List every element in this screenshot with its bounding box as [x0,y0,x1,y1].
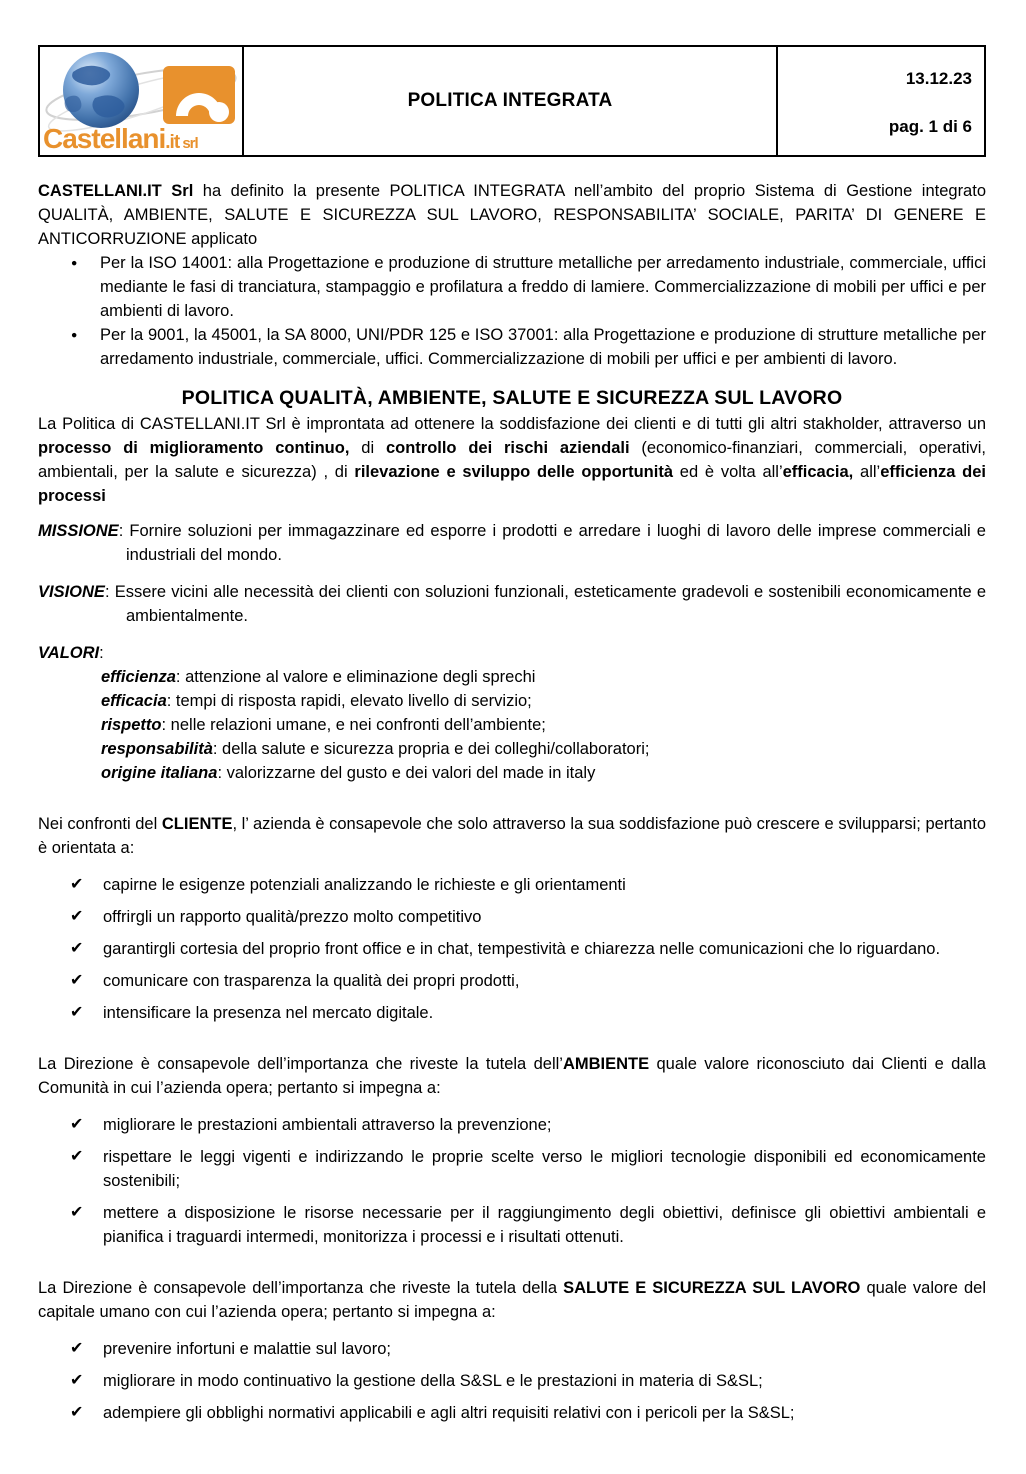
sicurezza-text: La Direzione è consapevole dell’importanza che riveste la tutela della [38,1279,564,1297]
castellani-logo-icon [43,50,239,152]
missione-paragraph [38,519,986,567]
check-item [38,1145,986,1193]
check-item [38,1401,986,1425]
valori-colon: : [99,644,104,662]
cliente-paragraph [38,812,986,860]
valori-term: responsabilità [101,740,213,758]
policy-text: ed è volta all’ [673,463,783,481]
check-icon: ✔ [70,876,84,893]
valori-item [101,737,986,761]
policy-bold: efficienza dei processi [38,463,986,505]
list-item [38,323,986,371]
valori-item [101,689,986,713]
sicurezza-paragraph [38,1276,986,1324]
section-title: POLITICA QUALITÀ, AMBIENTE, SALUTE E SICUREZZA SUL LAVORO [181,387,843,409]
valori-text: : valorizzarne del gusto e dei valori del made in italy [217,764,596,782]
check-item-text: rispettare le leggi vigenti e indirizzando le proprie scelte verso le migliori tecnologie disponibili ed economicamente sostenibili; [103,1148,986,1190]
policy-bold: processo di miglioramento continuo, [38,439,350,457]
company-name: CASTELLANI.IT Srl [38,182,194,200]
header-meta [776,47,984,155]
check-icon: ✔ [70,1372,84,1389]
cliente-bold: CLIENTE [161,815,233,833]
check-icon: ✔ [70,972,84,989]
ambiente-text: La Direzione è consapevole dell’importanza che riveste la tutela dell’ [38,1055,563,1073]
check-icon: ✔ [70,1004,84,1021]
valori-label-text: VALORI [38,644,100,662]
check-item-text: mettere a disposizione le risorse necessarie per il raggiungimento degli obiettivi, definisce gli obiettivi ambientali e pianifica i traguardi intermedi, monitorizza i processi e i risultati ottenuti. [103,1204,986,1246]
policy-text: La Politica di CASTELLANI.IT Srl è improntata ad ottenere la soddisfazione dei clienti e di tutti gli altri stakholder, attraverso un [38,415,986,433]
valori-item [101,761,986,785]
valori-text: : tempi di risposta rapidi, elevato livello di servizio; [166,692,532,710]
policy-text: di [349,439,386,457]
valori-text: : attenzione al valore e eliminazione degli sprechi [175,668,536,686]
check-icon: ✔ [70,1404,84,1421]
policy-paragraph [38,412,986,508]
check-item [38,873,986,897]
valori-term: rispetto [101,716,162,734]
cliente-text: , l’ azienda è consapevole che solo attraverso la sua soddisfazione può crescere e svilupparsi; pertanto è orientata a: [38,815,986,857]
intro-text: ha definito la presente POLITICA INTEGRATA nell’ambito del proprio Sistema di Gestione integrato QUALITÀ, AMBIENTE, SALUTE E SICUREZZA SUL LAVORO, RESPONSABILITA’ SOCIALE, PARITA’ DI GENERE E ANTICORRUZIONE applicato [38,182,986,248]
intro-paragraph [38,179,986,251]
scope-list [38,251,986,371]
bullet-icon: ● [71,329,78,341]
document-page [0,45,1026,1425]
policy-text: all’ [853,463,881,481]
valori-list [38,665,986,785]
ambiente-paragraph [38,1052,986,1100]
company-logo [40,47,244,155]
ambiente-checklist [38,1113,986,1249]
check-item [38,905,986,929]
check-item [38,1337,986,1361]
ambiente-bold: AMBIENTE [562,1055,650,1073]
cliente-checklist [38,873,986,1025]
policy-bold: controllo dei rischi aziendali [385,439,630,457]
check-item [38,1001,986,1025]
document-header [38,45,986,157]
check-item-text: migliorare le prestazioni ambientali attraverso la prevenzione; [103,1116,552,1134]
list-item [38,251,986,323]
check-icon: ✔ [70,908,84,925]
check-item [38,1369,986,1393]
visione-label: VISIONE [38,583,105,601]
valori-text: : nelle relazioni umane, e nei confronti dell’ambiente; [161,716,546,734]
sicurezza-text: quale valore del capitale umano con cui l’azienda opera; pertanto si impegna a: [38,1279,986,1321]
valori-item [101,665,986,689]
check-item [38,969,986,993]
missione-text: : Fornire soluzioni per immagazzinare ed esporre i prodotti e arredare i luoghi di lavoro delle imprese commerciali e industriali del mondo. [118,522,986,564]
logo-brand-text: Castellani [43,123,166,152]
check-item-text: capirne le esigenze potenziali analizzando le richieste e gli orientamenti [103,876,626,894]
valori-label [38,641,986,665]
check-item-text: garantirgli cortesia del proprio front office e in chat, tempestività e chiarezza nelle comunicazioni che lo riguardano. [103,940,941,958]
check-icon: ✔ [70,1204,84,1221]
bullet-icon: ● [71,257,78,269]
check-item-text: offrirgli un rapporto qualità/prezzo molto competitivo [103,908,482,926]
check-icon: ✔ [70,1148,84,1165]
document-title: POLITICA INTEGRATA [407,90,613,111]
sicurezza-checklist [38,1337,986,1425]
valori-item [101,713,986,737]
check-icon: ✔ [70,1116,84,1133]
missione-label: MISSIONE [38,522,119,540]
sicurezza-bold: SALUTE E SICUREZZA SUL LAVORO [563,1279,861,1297]
check-icon: ✔ [70,940,84,957]
logo-suffix-text: srl [179,135,198,152]
check-icon: ✔ [70,1340,84,1357]
list-item-text: Per la ISO 14001: alla Progettazione e produzione di strutture metalliche per arredamento industriale, commerciale, uffici mediante le fasi di tranciatura, stampaggio e profilatura a freddo di lamiere. Commercializzazione di mobili per uffici e per ambienti di lavoro. [100,254,986,320]
check-item-text: intensificare la presenza nel mercato digitale. [103,1004,434,1022]
page-number: pag. 1 di 6 [888,117,972,136]
valori-text: : della salute e sicurezza propria e dei colleghi/collaboratori; [212,740,650,758]
visione-paragraph [38,580,986,628]
valori-term: efficienza [101,668,176,686]
check-item-text: prevenire infortuni e malattie sul lavoro; [103,1340,391,1358]
check-item-text: comunicare con trasparenza la qualità dei propri prodotti, [103,972,520,990]
valori-term: efficacia [101,692,167,710]
document-date: 13.12.23 [905,69,972,88]
policy-bold: rilevazione e sviluppo delle opportunità [354,463,674,481]
check-item [38,937,986,961]
list-item-text: Per la 9001, la 45001, la SA 8000, UNI/PDR 125 e ISO 37001: alla Progettazione e produzione di strutture metalliche per arredamento industriale, commerciale, uffici. Commercializzazione di mobili per uffici e per ambienti di lavoro. [100,326,986,368]
policy-text: (economico-finanziari, commerciali, operativi, ambientali, per la salute e sicurezza) , di [38,439,986,481]
cliente-text: Nei confronti del [38,815,162,833]
svg-text:Castellani.it srl [43,123,199,152]
check-item-text: adempiere gli obblighi normativi applicabili e agli altri requisiti relativi con i pericoli per la S&SL; [103,1404,795,1422]
check-item-text: migliorare in modo continuativo la gestione della S&SL e le prestazioni in materia di S&SL; [103,1372,763,1390]
check-item [38,1113,986,1137]
policy-bold: efficacia, [782,463,854,481]
logo-tld-text: .it [165,132,180,152]
visione-text: : Essere vicini alle necessità dei clienti con soluzioni funzionali, esteticamente gradevoli e sostenibili economicamente e ambientalmente. [104,583,986,625]
ambiente-text: quale valore riconosciuto dai Clienti e dalla Comunità in cui l’azienda opera; pertanto si impegna a: [38,1055,986,1097]
valori-term: origine italiana [101,764,218,782]
check-item [38,1201,986,1249]
